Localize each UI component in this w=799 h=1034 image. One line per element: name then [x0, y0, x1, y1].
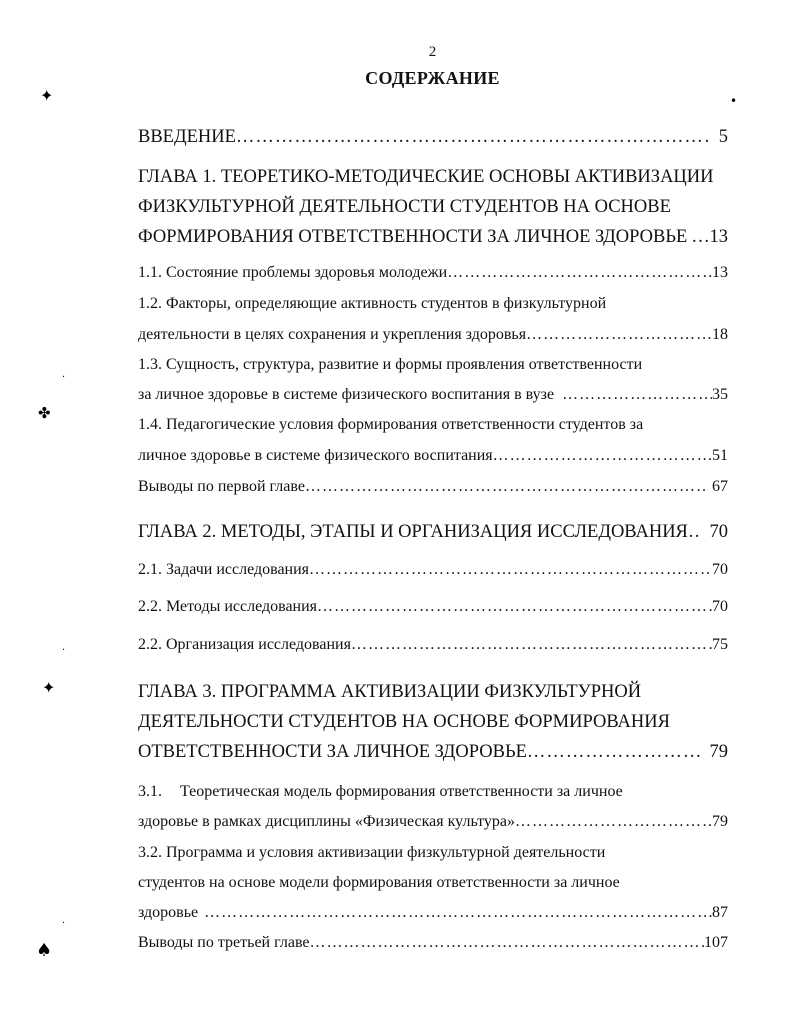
scan-dot-1: •: [730, 94, 738, 108]
toc-page-intro: 5: [718, 127, 728, 147]
toc-page-ch3: 79: [709, 742, 728, 762]
toc-chapter3-line2[interactable]: ДЕЯТЕЛЬНОСТИ СТУДЕНТОВ НА ОСНОВЕ ФОРМИРОВАНИЯ: [138, 712, 670, 732]
toc-chapter1-line1[interactable]: ГЛАВА 1. ТЕОРЕТИКО-МЕТОДИЧЕСКИЕ ОСНОВЫ АКТИВИЗАЦИИ: [138, 167, 714, 187]
toc-page-1-3: 35: [712, 386, 728, 403]
toc-entry-3-2-line2[interactable]: студентов на основе модели формирования ответственности за личное: [138, 874, 620, 891]
toc-page-concl1: 67: [712, 478, 728, 495]
toc-entry-3-1-line2[interactable]: здоровье в рамках дисциплины «Физическая культура» …………………………………………………………………………………………………………………………………………………………………………… 79: [138, 814, 728, 830]
toc-page-ch1: 13: [709, 227, 728, 247]
scan-dot-3: ·: [62, 645, 66, 656]
toc-page-ch2: 70: [709, 522, 728, 542]
toc-entry-3-1-line1[interactable]: 3.1. Теоретическая модель формирования ответственности за личное: [138, 783, 623, 800]
toc-chapter3-line1[interactable]: ГЛАВА 3. ПРОГРАММА АКТИВИЗАЦИИ ФИЗКУЛЬТУРНОЙ: [138, 682, 642, 702]
toc-chapter2[interactable]: ГЛАВА 2. МЕТОДЫ, ЭТАПЫ И ОРГАНИЗАЦИЯ ИССЛЕДОВАНИЯ …………………………………………………………………………………………………………………………………………………………………………… 70: [138, 523, 728, 542]
toc-page-2-2b: 75: [712, 636, 728, 653]
toc-entry-intro[interactable]: ВВЕДЕНИЕ …………………………………………………………………………………………………………………………………………………………………………… 5: [138, 128, 728, 147]
toc-page-1-2: 18: [712, 326, 728, 343]
scan-mark-2: ✤: [38, 404, 51, 422]
toc-page-1-4: 51: [712, 447, 728, 464]
toc-entry-3-1-number: 3.1.: [138, 783, 162, 800]
toc-page-3-1: 79: [712, 813, 728, 830]
toc-chapter3-line3[interactable]: ОТВЕТСТВЕННОСТИ ЗА ЛИЧНОЕ ЗДОРОВЬЕ …………………………………………………………………………………………………………………………………………………………………………… 79: [138, 743, 728, 762]
scan-dot-4: ·: [62, 918, 66, 929]
toc-entry-2-2-methods[interactable]: 2.2. Методы исследования …………………………………………………………………………………………………………………………………………………………………………… 70: [138, 599, 728, 615]
toc-entry-1-3-line1[interactable]: 1.3. Сущность, структура, развитие и формы проявления ответственности: [138, 356, 643, 373]
scan-mark-3: ✦: [42, 678, 56, 697]
toc-entry-1-2-line2[interactable]: деятельности в целях сохранения и укрепления здоровья …………………………………………………………………………………………………………………………………………………………………………… 18: [138, 327, 728, 343]
toc-entry-1-4-line2[interactable]: личное здоровье в системе физического воспитания …………………………………………………………………………………………………………………………………………………………………………… 51: [138, 448, 728, 464]
scan-mark-1: ✦: [40, 86, 54, 105]
toc-entry-1-2-line1[interactable]: 1.2. Факторы, определяющие активность студентов в физкультурной: [138, 295, 607, 312]
toc-entry-1-4-line1[interactable]: 1.4. Педагогические условия формирования ответственности студентов за: [138, 416, 644, 433]
toc-chapter1-line2[interactable]: ФИЗКУЛЬТУРНОЙ ДЕЯТЕЛЬНОСТИ СТУДЕНТОВ НА ОСНОВЕ: [138, 197, 671, 217]
scan-mark-4: ♠: [36, 940, 53, 961]
toc-entry-2-2-organization[interactable]: 2.2. Организация исследования …………………………………………………………………………………………………………………………………………………………………………… 75: [138, 637, 728, 653]
toc-entry-1-1[interactable]: 1.1. Состояние проблемы здоровья молодежи …………………………………………………………………………………………………………………………………………………………………………… 13: [138, 265, 728, 281]
toc-page-2-2a: 70: [712, 598, 728, 615]
toc-page-concl3: 107: [704, 934, 728, 951]
toc-entry-conclusion-1[interactable]: Выводы по первой главе …………………………………………………………………………………………………………………………………………………………………………… 67: [138, 479, 728, 495]
toc-entry-2-1[interactable]: 2.1. Задачи исследования …………………………………………………………………………………………………………………………………………………………………………… 70: [138, 562, 728, 578]
toc-entry-3-2-line3[interactable]: здоровье …………………………………………………………………………………………………………………………………………………………………………… 87: [138, 905, 728, 921]
page-title: СОДЕРЖАНИЕ: [365, 68, 500, 88]
toc-entry-3-2-line1[interactable]: 3.2. Программа и условия активизации физкультурной деятельности: [138, 844, 606, 861]
toc-chapter1-line3[interactable]: ФОРМИРОВАНИЯ ОТВЕТСТВЕННОСТИ ЗА ЛИЧНОЕ ЗДОРОВЬЕ …………………………………………………………………………………………………………………………………………………………………………… 13: [138, 228, 728, 247]
toc-page-2-1: 70: [712, 561, 728, 578]
toc-entry-conclusion-3[interactable]: Выводы по третьей главе …………………………………………………………………………………………………………………………………………………………………………… 107: [138, 935, 728, 951]
toc-entry-1-3-line2[interactable]: за личное здоровье в системе физического воспитания в вузе …………………………………………………………………………………………………………………………………………………………………………… 35: [138, 387, 728, 403]
scan-dot-2: ·: [62, 372, 66, 383]
toc-page-3-2: 87: [712, 904, 728, 921]
toc-page-1-1: 13: [712, 264, 728, 281]
page-number: 2: [428, 44, 437, 60]
